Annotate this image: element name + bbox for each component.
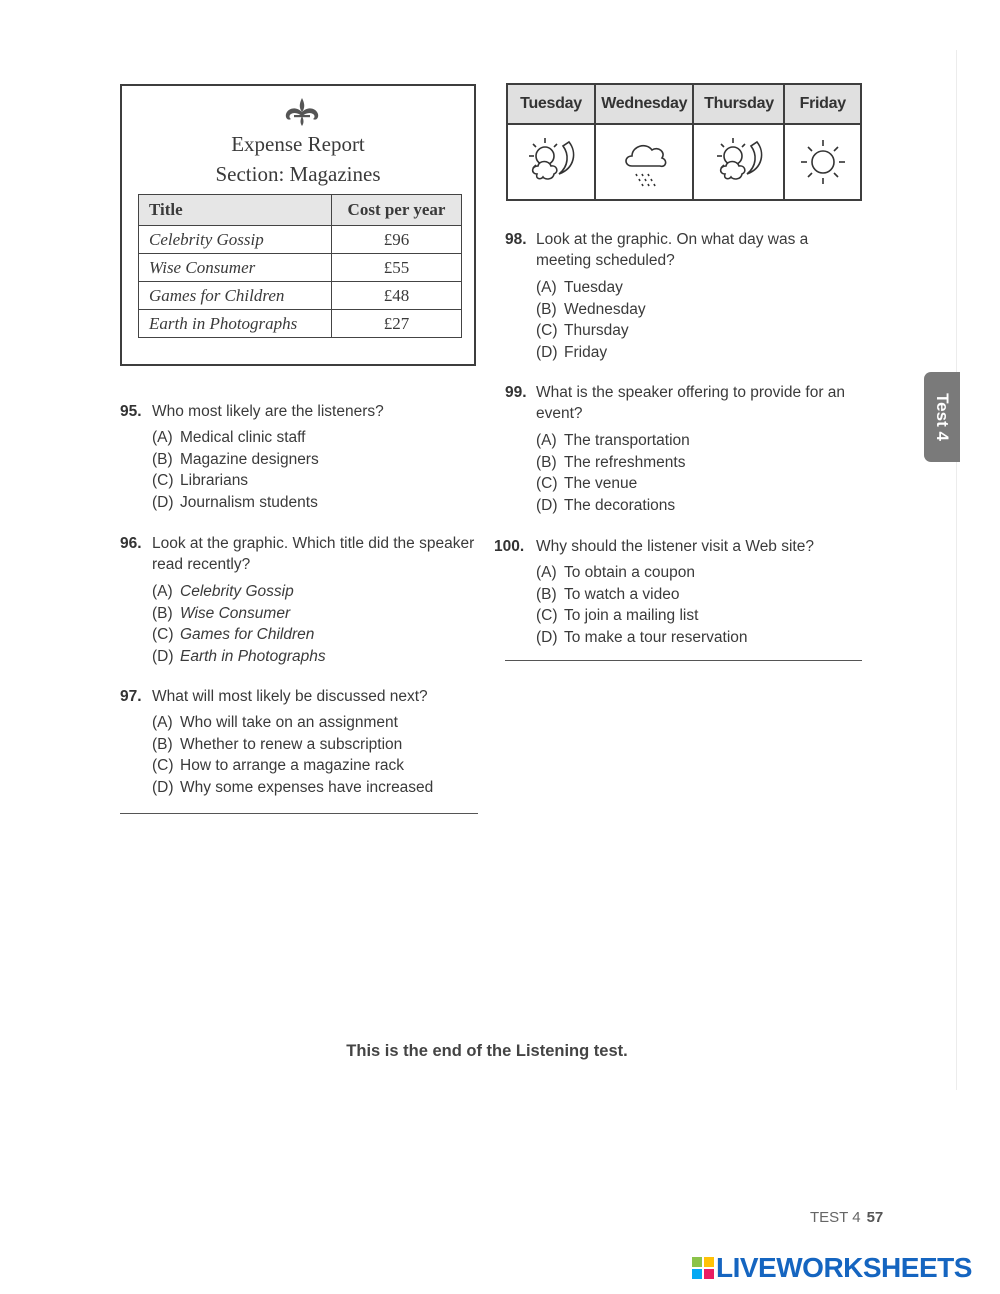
answer-option[interactable]: (A) Celebrity Gossip: [152, 583, 294, 600]
liveworksheets-logo-icon: [692, 1257, 714, 1279]
table-row: [139, 282, 462, 310]
page-footer: [810, 1209, 883, 1226]
table-row: [139, 226, 462, 254]
report-title: Expense Report: [231, 132, 365, 156]
weather-cell-friday: [784, 124, 861, 200]
section-divider: [120, 813, 478, 814]
magazine-title: Wise Consumer: [139, 254, 332, 282]
question-text-line1: Look at the graphic. Which title did the speaker: [152, 535, 475, 552]
day-header-thursday: Thursday: [693, 84, 784, 124]
expense-table: [138, 194, 462, 338]
column-header-title: Title: [139, 195, 332, 226]
answer-option[interactable]: (D) Earth in Photographs: [152, 647, 326, 665]
sun-icon: [788, 130, 858, 194]
answer-option[interactable]: (D) To make a tour reservation: [536, 628, 748, 646]
answer-option[interactable]: (D) Journalism students: [152, 493, 318, 511]
answer-option[interactable]: (B) Magazine designers: [152, 450, 319, 468]
question-number: 97.: [120, 688, 142, 705]
question-text-line1: Look at the graphic. On what day was a: [536, 231, 809, 248]
answer-option[interactable]: (A) Tuesday: [536, 279, 623, 296]
magazine-title: Games for Children: [139, 282, 332, 310]
answer-option[interactable]: (B) To watch a video: [536, 585, 680, 603]
day-header-wednesday: Wednesday: [595, 84, 693, 124]
answer-option[interactable]: (D) The decorations: [536, 496, 676, 514]
question-text-line2: event?: [536, 405, 583, 422]
magazine-title: Celebrity Gossip: [139, 226, 332, 254]
question-number: 99.: [505, 384, 527, 401]
day-header-tuesday: Tuesday: [507, 84, 595, 124]
page-edge: [956, 50, 957, 1090]
answer-option[interactable]: (D) Friday: [536, 343, 608, 361]
brand-text: LIVEWORKSHEETS: [716, 1252, 972, 1283]
magazine-title: Earth in Photographs: [139, 310, 332, 338]
sun-moon-cloud-icon: [699, 130, 779, 194]
question-text-line1: What is the speaker offering to provide for an: [536, 384, 846, 401]
end-of-test-note: This is the end of the Listening test.: [346, 1042, 628, 1060]
magazine-cost: £55: [332, 254, 462, 282]
question-text: Who most likely are the listeners?: [152, 403, 384, 420]
answer-option[interactable]: (D) Why some expenses have increased: [152, 778, 434, 796]
weather-cell-thursday: [693, 124, 784, 200]
question-number: 96.: [120, 535, 142, 552]
question-number: 100.: [494, 538, 525, 555]
table-row: [139, 310, 462, 338]
question-text: What will most likely be discussed next?: [152, 688, 428, 705]
test-side-tab: [924, 372, 960, 462]
question-number: 95.: [120, 403, 142, 420]
weather-cell-tuesday: [507, 124, 595, 200]
answer-option[interactable]: (C) To join a mailing list: [536, 607, 699, 624]
question-text-line2: meeting scheduled?: [536, 252, 675, 269]
question-text-line2: read recently?: [152, 556, 251, 573]
answer-option[interactable]: (A) To obtain a coupon: [536, 564, 695, 581]
column-header-cost: Cost per year: [332, 195, 462, 226]
magazine-cost: £27: [332, 310, 462, 338]
answer-option[interactable]: (C) Thursday: [536, 322, 629, 339]
table-row: [139, 254, 462, 282]
footer-test-label: TEST 4: [810, 1209, 861, 1226]
answer-option[interactable]: (A) The transportation: [536, 432, 690, 449]
answer-option[interactable]: (B) Wise Consumer: [152, 604, 291, 622]
answer-option[interactable]: (B) The refreshments: [536, 453, 686, 471]
page-number: 57: [866, 1209, 884, 1226]
sun-moon-cloud-icon: [511, 130, 591, 194]
answer-option[interactable]: (C) How to arrange a magazine rack: [152, 757, 405, 774]
expense-report-box: [120, 84, 476, 366]
question-number: 98.: [505, 231, 527, 248]
answer-option[interactable]: (C) Games for Children: [152, 626, 315, 643]
magazine-cost: £96: [332, 226, 462, 254]
fleur-ornament-icon: [280, 96, 324, 128]
answer-option[interactable]: (A) Medical clinic staff: [152, 429, 306, 446]
weather-forecast-table: [506, 83, 862, 201]
answer-option[interactable]: (B) Wednesday: [536, 300, 646, 318]
answer-option[interactable]: (C) The venue: [536, 475, 638, 492]
answer-option[interactable]: (A) Who will take on an assignment: [152, 714, 398, 731]
question-text: Why should the listener visit a Web site?: [536, 538, 814, 555]
weather-cell-wednesday: [595, 124, 693, 200]
report-section: Section: Magazines: [215, 162, 381, 186]
section-divider: [505, 660, 862, 661]
magazine-cost: £48: [332, 282, 462, 310]
answer-option[interactable]: (B) Whether to renew a subscription: [152, 735, 403, 753]
day-header-friday: Friday: [784, 84, 861, 124]
answer-option[interactable]: (C) Librarians: [152, 472, 249, 489]
side-tab-label: Test 4: [933, 393, 952, 441]
rain-cloud-icon: [604, 130, 684, 194]
